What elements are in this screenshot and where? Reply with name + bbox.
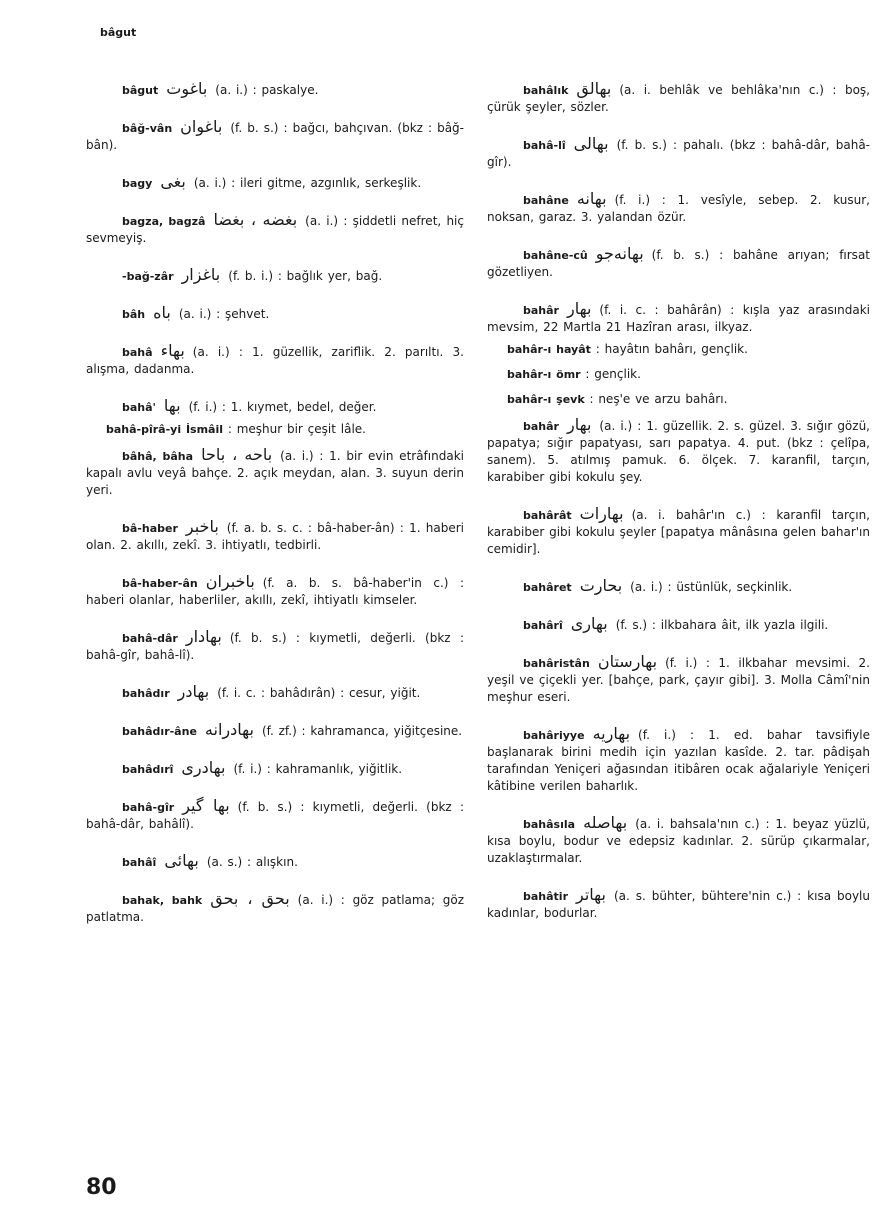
entry-definition: (a. i.) : şehvet. xyxy=(178,307,270,321)
entry-definition: (f. b. s.) : pahalı. (bkz : bahâ-dâr, bahâ-gîr). xyxy=(487,138,870,169)
entry-arabic-script: بهانه‌جو xyxy=(595,244,644,263)
entry-arabic-script: بهالی xyxy=(573,134,609,153)
entry-definition: (f. i. c. : bahâdırân) : cesur, yiğit. xyxy=(217,686,421,700)
entry-headword: bahâr xyxy=(523,420,559,433)
entry-definition: (a. s.) : alışkın. xyxy=(206,855,298,869)
entry-definition: (a. i. behlâk ve behlâka'nın c.) : boş, çürük şeyler, sözler. xyxy=(487,83,870,114)
dictionary-entry xyxy=(487,416,870,486)
dictionary-entry xyxy=(86,573,464,609)
entry-headword: bahâr-ı hayât xyxy=(507,343,591,356)
entry-headword: bahâlık xyxy=(523,84,569,97)
dictionary-entry xyxy=(86,211,464,247)
entry-arabic-script: باه xyxy=(153,303,171,322)
entry-definition: (a. i. bahsala'nın c.) : 1. beyaz yüzlü, kısa boylu, bodur ve edepsiz kadınlar. 2. sürüp çıkarmalar, uzaklaştırmalar. xyxy=(487,817,870,865)
entry-definition: (f. zf.) : kahramanca, yiğitçesine. xyxy=(261,724,463,738)
entry-definition: (a. i.) : 1. güzellik. 2. s. güzel. 3. sığır gözü, papatya; sığır papatyası, sarı papatya. 4. put. (bkz : çelîpa, sanem). 5. atılmış pamuk. 6. ölçek. 7. karanfil, tarçın, karabiber gibi kokulu şey. xyxy=(487,419,870,484)
entry-definition: (f. b. s.) : kıymetli, değerli. (bkz : bahâ-gîr, bahâ-lî). xyxy=(86,631,464,662)
entry-headword: bahâdır-âne xyxy=(122,725,197,738)
entry-headword: bâ-haber-ân xyxy=(122,577,198,590)
dictionary-entry xyxy=(86,304,464,323)
entry-headword: bahâr-ı şevk xyxy=(507,393,585,406)
entry-arabic-script: بهاتر xyxy=(576,885,606,904)
entry-definition: (a. i.) : 1. güzellik, zariflik. 2. parıltı. 3. alışma, dadanma. xyxy=(86,345,464,376)
entry-headword: bahâr xyxy=(523,304,559,317)
entry-headword: bahâristân xyxy=(523,657,590,670)
dictionary-entry xyxy=(86,446,464,499)
entry-headword: bahâ-gîr xyxy=(122,801,175,814)
entry-definition: (a. i.) : paskalye. xyxy=(215,83,319,97)
entry-definition: (f. b. i.) : bağlık yer, bağ. xyxy=(228,269,383,283)
entry-arabic-script: بهارستان xyxy=(597,652,658,671)
entry-headword: -bağ-zâr xyxy=(122,270,174,283)
entry-headword: bahak, bahk xyxy=(122,894,203,907)
dictionary-entry xyxy=(86,797,464,833)
dictionary-entry xyxy=(86,397,464,416)
dictionary-entry xyxy=(487,135,870,171)
entry-definition: (a. i. bahâr'ın c.) : karanfil tarçın, karabiber gibi kokulu şeyler [papatya mânâsına gelen bahar'ın cemidir]. xyxy=(487,508,870,556)
entry-arabic-script: باخبر xyxy=(185,517,219,536)
entry-headword: bahâret xyxy=(523,581,572,594)
entry-headword: bahâne xyxy=(523,194,569,207)
entry-arabic-script: بهار xyxy=(566,415,592,434)
dictionary-entry xyxy=(86,266,464,285)
entry-headword: bahârât xyxy=(523,509,572,522)
dictionary-entry xyxy=(86,173,464,192)
dictionary-entry xyxy=(86,118,464,154)
entry-arabic-script: بهادری xyxy=(181,758,226,777)
dictionary-entry xyxy=(487,505,870,558)
entry-arabic-script: بهار xyxy=(566,299,592,318)
entry-arabic-script: بغضه ، بغضا xyxy=(213,210,298,229)
left-column xyxy=(86,80,464,945)
dictionary-entry xyxy=(487,886,870,922)
dictionary-entry xyxy=(86,342,464,378)
entry-arabic-script: بحق ، بحق xyxy=(210,889,290,908)
entry-arabic-script: بها گیر xyxy=(182,796,230,815)
dictionary-entry xyxy=(487,80,870,116)
entry-arabic-script: باخبران xyxy=(205,572,255,591)
entry-arabic-script: بهائی xyxy=(164,851,199,870)
entry-arabic-script: بهادرانه xyxy=(204,720,254,739)
entry-headword: bahâdırî xyxy=(122,763,174,776)
entry-definition: : gençlik. xyxy=(585,367,641,381)
entry-headword: bahâî xyxy=(122,856,157,869)
entry-headword: bâ-haber xyxy=(122,522,178,535)
entry-headword: bahâsıla xyxy=(523,818,576,831)
entry-definition: (f. i.) : 1. kıymet, bedel, değer. xyxy=(188,400,377,414)
entry-definition: (f. i. c. : bahârân) : kışla yaz arasındaki mevsim, 22 Martla 21 Hazîran arası, ilkyaz. xyxy=(487,303,870,334)
entry-definition: (a. i.) : 1. bir evin etrâfındaki kapalı avlu veyâ bahçe. 2. açık meydan, alan. 3. suyun derin yeri. xyxy=(86,449,464,497)
entry-arabic-script: بهاء xyxy=(160,341,185,360)
entry-definition: (f. b. s.) : bahâne arıyan; fırsat gözetliyen. xyxy=(487,248,870,279)
entry-headword: bahâ xyxy=(122,346,153,359)
entry-arabic-script: بهادار xyxy=(185,627,222,646)
entry-definition: (f. a. b. s. bâ-haber'in c.) : haberi olanlar, haberliler, akıllı, zekî, ihtiyatlı kimseler. xyxy=(86,576,464,607)
dictionary-entry xyxy=(86,852,464,871)
dictionary-entry xyxy=(86,628,464,664)
dictionary-entry xyxy=(86,80,464,99)
right-column xyxy=(487,80,870,941)
entry-definition: : hayâtın bahârı, gençlik. xyxy=(595,342,748,356)
dictionary-entry xyxy=(487,190,870,226)
dictionary-entry xyxy=(487,245,870,281)
dictionary-entry xyxy=(487,366,870,383)
dictionary-entry xyxy=(86,518,464,554)
entry-definition: (f. a. b. s. c. : bâ-haber-ân) : 1. haberi olan. 2. akıllı, zekî. 3. ihtiyatlı, tedbirli. xyxy=(86,521,464,552)
entry-definition: (f. s.) : ilkbahara âit, ilk yazla ilgili. xyxy=(615,618,829,632)
entry-arabic-script: بحارت xyxy=(579,576,623,595)
entry-arabic-script: بهانه xyxy=(576,189,607,208)
entry-headword: bahâ-dâr xyxy=(122,632,178,645)
dictionary-entry xyxy=(487,300,870,336)
dictionary-entry xyxy=(86,721,464,740)
entry-definition: : neş'e ve arzu bahârı. xyxy=(589,392,728,406)
entry-definition: (a. i.) : ileri gitme, azgınlık, serkeşlik. xyxy=(193,176,422,190)
entry-arabic-script: بهارات xyxy=(579,504,624,523)
dictionary-entry xyxy=(487,341,870,358)
entry-definition: (f. i.) : 1. ilkbahar mevsimi. 2. yeşil ve çiçekli yer. [bahçe, park, çayır gibi]. 3. Molla Câmî'nin meşhur eseri. xyxy=(487,656,870,704)
entry-arabic-script: باحه ، باحا xyxy=(201,445,273,464)
entry-definition: (a. s. bühter, bühtere'nin c.) : kısa boylu kadınlar, bodurlar. xyxy=(487,889,870,920)
dictionary-entry xyxy=(86,683,464,702)
dictionary-entry xyxy=(487,725,870,795)
entry-definition: (f. b. s.) : kıymetli, değerli. (bkz : bahâ-dâr, bahâlî). xyxy=(86,800,465,831)
entry-definition: (a. i.) : üstünlük, seçkinlik. xyxy=(630,580,793,594)
dictionary-entry xyxy=(86,421,464,438)
entry-definition: (f. b. s.) : bağcı, bahçıvan. (bkz : bâğ-bân). xyxy=(86,121,464,152)
entry-arabic-script: باغزار xyxy=(181,265,221,284)
entry-headword: bagy xyxy=(122,177,153,190)
entry-definition: (a. i.) : göz patlama; göz patlatma. xyxy=(86,893,464,924)
entry-definition: (f. i.) : kahramanlık, yiğitlik. xyxy=(233,762,403,776)
dictionary-entry xyxy=(86,890,464,926)
running-header: bâgut xyxy=(100,26,137,39)
entry-headword: bahâne-cû xyxy=(523,249,588,262)
entry-headword: bahâr-ı ömr xyxy=(507,368,581,381)
entry-arabic-script: باغوت xyxy=(166,79,208,98)
entry-arabic-script: بغی xyxy=(160,172,186,191)
entry-headword: bahâ-lî xyxy=(523,139,566,152)
entry-headword: bâgut xyxy=(122,84,159,97)
entry-arabic-script: بهاریه xyxy=(592,724,631,743)
entry-arabic-script: باغوان xyxy=(180,117,223,136)
dictionary-entry xyxy=(487,391,870,408)
entry-headword: bahâriyye xyxy=(523,729,585,742)
entry-definition: (f. i.) : 1. vesîyle, sebep. 2. kusur, noksan, garaz. 3. yalandan özür. xyxy=(487,193,870,224)
dictionary-entry xyxy=(86,759,464,778)
entry-arabic-script: بها xyxy=(163,396,181,415)
entry-headword: bâhâ, bâha xyxy=(122,450,194,463)
entry-headword: bahâdır xyxy=(122,687,170,700)
entry-arabic-script: بهالق xyxy=(576,79,612,98)
dictionary-entry xyxy=(487,653,870,706)
dictionary-entry xyxy=(487,577,870,596)
entry-definition: : meşhur bir çeşit lâle. xyxy=(227,422,366,436)
entry-headword: bahâ-pîrâ-yi İsmâil xyxy=(106,423,224,436)
entry-headword: bahârî xyxy=(523,619,563,632)
entry-definition: (a. i.) : şiddetli nefret, hiç sevmeyiş. xyxy=(86,214,464,245)
dictionary-entry xyxy=(487,615,870,634)
entry-arabic-script: بهادر xyxy=(177,682,210,701)
entry-arabic-script: بهاصله xyxy=(583,813,628,832)
page-number: 80 xyxy=(86,1175,117,1200)
dictionary-entry xyxy=(487,814,870,867)
entry-headword: bahâtir xyxy=(523,890,569,903)
entry-arabic-script: بهاری xyxy=(570,614,608,633)
entry-headword: bâğ-vân xyxy=(122,122,173,135)
entry-headword: bâh xyxy=(122,308,146,321)
entry-headword: bagza, bagzâ xyxy=(122,215,206,228)
entry-headword: bahâ' xyxy=(122,401,156,414)
entry-definition: (f. i.) : 1. ed. bahar tavsifiyle başlanarak birini medih için yazılan kasîde. 2. tar. pâdişah tarafından Yeniçeri ağasından itibâren ocak ağalariyle Yeniçeri kâtibine verilen baharlık. xyxy=(487,728,870,793)
